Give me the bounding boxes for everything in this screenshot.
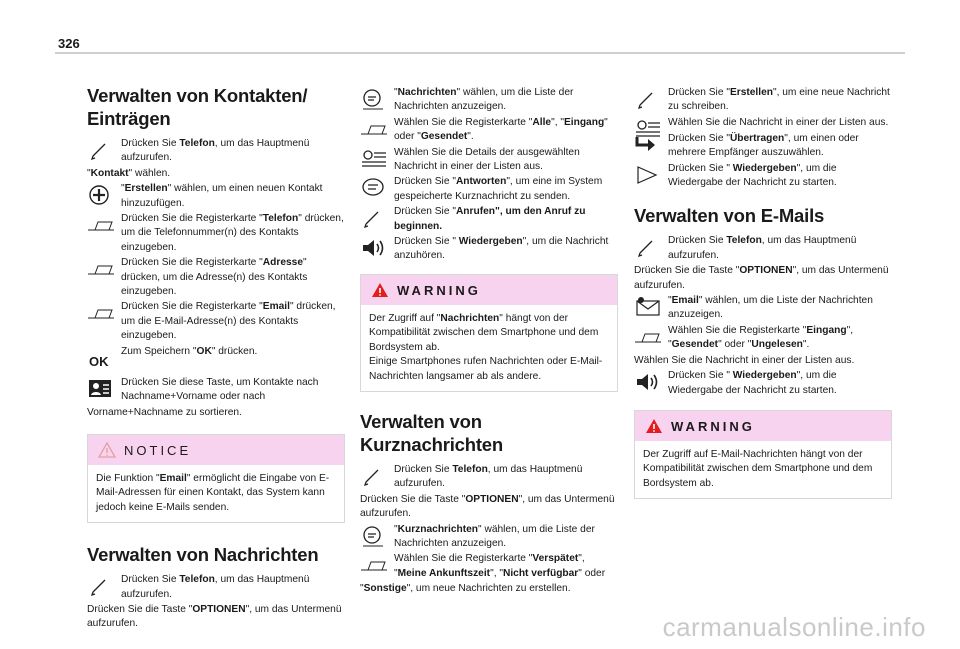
messages-step-tabs: Wählen Sie die Registerkarte "Alle", "Eingang" oder "Gesendet".: [360, 116, 618, 145]
sms-step-open-phone: Drücken Sie Telefon, um das Hauptmenü aufzurufen.: [360, 463, 618, 492]
contacts-select-contact: "Kontakt" wählen.: [87, 167, 171, 179]
messages-step-play: Drücken Sie " Wiedergeben", um die Nachricht anzuhören.: [360, 235, 618, 264]
notice-title: NOTICE: [124, 442, 192, 458]
tab-icon: [87, 213, 115, 237]
sms-step-list: "Kurznachrichten" wählen, um die Liste der Nachrichten anzuzeigen.: [360, 523, 618, 552]
contacts-step-phone-tab: Drücken Sie die Registerkarte "Telefon" drücken, um die Telefonnummer(n) des Kontakts einzugeben.: [87, 212, 345, 255]
tab-icon: [360, 553, 388, 577]
pen-icon: [634, 87, 662, 111]
tab-icon: [634, 325, 662, 349]
emails-heading: Verwalten von E-Mails: [634, 205, 825, 227]
emails-step-play: Drücken Sie " Wiedergeben", um die Wiedergabe der Nachricht zu starten.: [634, 369, 892, 398]
contacts-step-create: "Erstellen" wählen, um einen neuen Kontakt hinzuzufügen.: [87, 182, 345, 211]
messages-step-reply: Drücken Sie "Antworten", um eine im System gespeicherte Kurznachricht zu senden.: [360, 175, 618, 204]
sms-step-forward: Drücken Sie "Übertragen", um einen oder mehrere Empfänger auszuwählen.: [634, 132, 892, 161]
reply-bubble-icon: [360, 176, 388, 200]
emails-step-open-phone: Drücken Sie Telefon, um das Hauptmenü aufzurufen.: [634, 234, 892, 263]
messages-step-open-phone: Drücken Sie Telefon, um das Hauptmenü aufzurufen.: [87, 573, 345, 602]
header-rule: [55, 52, 905, 54]
pen-icon: [360, 206, 388, 230]
contacts-step-address-tab: Drücken Sie die Registerkarte "Adresse" drücken, um die Adresse(n) des Kontakts einzugeben.: [87, 256, 345, 299]
warning-box-emails: [634, 410, 892, 499]
speaker-icon: [634, 370, 662, 394]
ok-label: OK: [89, 353, 109, 369]
sms-step-tabs: Wählen Sie die Registerkarte "Verspätet", "Meine Ankunftszeit", "Nicht verfügbar" oder: [360, 552, 618, 581]
pen-icon: [634, 235, 662, 259]
contacts-sort-continued: Vorname+Nachname zu sortieren.: [87, 406, 242, 418]
contacts-step-save: OK Zum Speichern "OK" drücken.: [89, 345, 258, 369]
contacts-heading: Verwalten von Kontakten/ Einträgen: [87, 85, 308, 129]
add-circle-icon: [87, 183, 115, 207]
envelope-icon: [634, 295, 662, 319]
tab-icon: [87, 257, 115, 281]
warning-triangle-icon: [645, 418, 663, 434]
warning-title: WARNING: [397, 282, 481, 298]
warning-title: WARNING: [671, 418, 755, 434]
tab-icon: [360, 117, 388, 141]
contacts-step-open-phone: Drücken Sie Telefon, um das Hauptmenü aufzurufen.: [87, 137, 345, 166]
page-number: 326: [58, 36, 80, 51]
warning-text: Der Zugriff auf "Nachrichten" hängt von der Kompatibilität zwischen dem Smartphone und dem Bordsystem ab. Einige Smartphones rufen Nachrichten oder E-Mail-Nachrichten langsamer ab als andere.: [369, 312, 603, 382]
tab-icon: [87, 301, 115, 325]
pen-icon: [87, 138, 115, 162]
sms-heading: Verwalten von Kurznachrichten: [360, 410, 503, 455]
messages-heading: Verwalten von Nachrichten: [87, 544, 319, 566]
notice-text: Die Funktion "Email" ermöglicht die Eingabe von E-Mail-Adressen für einen Kontakt, das System kann jedoch keine E-Mails senden.: [96, 472, 330, 513]
contacts-step-sort: Drücken Sie diese Taste, um Kontakte nach Nachname+Vorname oder nach: [87, 376, 345, 405]
sms-bubble-icon: [360, 524, 388, 548]
column-1: [87, 84, 345, 633]
messages-options: Drücken Sie die Taste "OPTIONEN", um das Untermenü aufzurufen.: [87, 603, 342, 630]
speaker-icon: [360, 236, 388, 260]
warning-text: Der Zugriff auf E-Mail-Nachrichten hängt von der Kompatibilität zwischen dem Smartphone und dem Bordsystem ab.: [643, 448, 873, 489]
column-2: [360, 86, 618, 598]
warning-triangle-icon: [98, 442, 116, 458]
emails-step-list: "Email" wählen, um die Liste der Nachrichten anzuzeigen.: [634, 294, 892, 323]
sms-step-play: Drücken Sie " Wiedergeben", um die Wiedergabe der Nachricht zu starten.: [634, 162, 892, 191]
forward-icon: [634, 133, 662, 157]
notice-box: [87, 434, 345, 523]
messages-step-list: "Nachrichten" wählen, um die Liste der Nachrichten anzuzeigen.: [360, 86, 618, 115]
emails-step-tabs: Wählen Sie die Registerkarte "Eingang", "Gesendet" oder "Ungelesen".: [634, 324, 892, 353]
message-bubble-icon: [360, 87, 388, 111]
watermark: carmanualsonline.info: [662, 612, 926, 642]
sms-other: "Sonstige", um neue Nachrichten zu erstellen.: [360, 583, 571, 595]
sms-options: Drücken Sie die Taste "OPTIONEN", um das Untermenü aufzurufen.: [360, 493, 615, 520]
emails-select: Wählen Sie die Nachricht in einer der Listen aus.: [634, 354, 855, 366]
warning-triangle-icon: [371, 282, 389, 298]
messages-step-call: Drücken Sie "Anrufen", um den Anruf zu beginnen.: [360, 205, 618, 234]
warning-box-messages: [360, 274, 618, 392]
sort-contacts-icon: [87, 377, 115, 401]
play-icon: [634, 163, 662, 187]
emails-options: Drücken Sie die Taste "OPTIONEN", um das Untermenü aufzurufen.: [634, 265, 889, 291]
pen-icon: [87, 574, 115, 598]
sms-step-create: Drücken Sie "Erstellen", um eine neue Nachricht zu schreiben.: [634, 86, 892, 115]
sms-step-select: Wählen Sie die Nachricht in einer der Listen aus.: [634, 116, 892, 131]
pen-icon: [360, 464, 388, 488]
messages-step-details: Wählen Sie die Details der ausgewählten Nachricht in einer der Listen aus.: [360, 146, 618, 175]
column-3: [634, 86, 892, 513]
details-list-icon: [360, 147, 388, 171]
contacts-step-email-tab: Drücken Sie die Registerkarte "Email" drücken, um die E-Mail-Adresse(n) des Kontakts einzugeben.: [87, 300, 345, 343]
